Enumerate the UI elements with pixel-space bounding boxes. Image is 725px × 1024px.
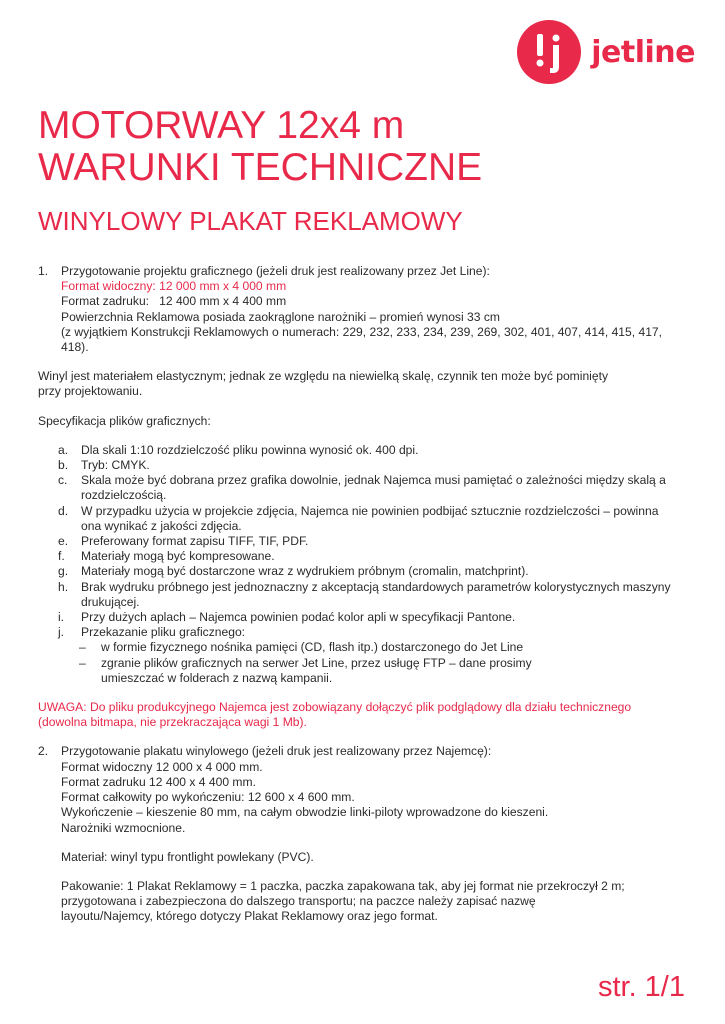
spec-subtext-2: zgranie plików graficznych na serwer Jet Line, przez usługę FTP – dane prosimy umieszczać w folderach z nazwą kampanii. [101,655,532,685]
jetline-logo [517,20,695,84]
spec-text-a: Dla skali 1:10 rozdzielczość pliku powinna wynosić ok. 400 dpi. [81,442,419,457]
spec-subitem-2: – zgranie plików graficznych na serwer Jet Line, przez usługę FTP – dane prosimy umieszczać w folderach z nazwą kampanii. [38,656,678,686]
spec-text-i: Przy dużych aplach – Najemca powinien podać kolor apli w specyfikacji Pantone. [81,610,516,625]
packing-note: Pakowanie: 1 Plakat Reklamowy = 1 paczka, paczka zapakowana tak, aby jej format nie przekroczył 2 m; przygotowana i zabezpieczona do dalszego transportu; na paczce należy zapisać nazwę layoutu/Najemcy, którego dotyczy Plakat Reklamowy oraz jego format. [61,878,625,924]
corners-note: Powierzchnia Reklamowa posiada zaokrąglone narożniki – promień wynosi 33 cm [61,309,500,324]
jetline-logo-icon [517,20,581,84]
title-line-2: WARUNKI TECHNICZNE [38,146,483,189]
spec-item-d: d. W przypadku użycia w projekcie zdjęcia, Najemca nie powinien podbijać sztucznie rozdzielczości – powinna ona wynikać z jakości zdjęcia. [38,504,678,534]
print-format: Format zadruku: 12 400 mm x 4 400 mm [61,294,287,309]
spec-item-i: i. Przy dużych aplach – Najemca powinien podać kolor apli w specyfikacji Pantone. [58,610,516,625]
spec-text-c: Skala może być dobrana przez grafika dowolnie, jednak Najemca musi pamiętać o zależności między skalą a rozdzielczością. [81,473,666,503]
spec-text-f: Materiały mogą być kompresowane. [81,549,275,564]
spec-item-g: g. Materiały mogą być dostarczone wraz z wydrukiem próbnym (cromalin, matchprint). [58,564,529,579]
exceptions-note: (z wyjątkiem Konstrukcji Reklamowych o numerach: 229, 232, 233, 234, 239, 269, 302, 401, 407, 414, 415, 417, 418). [61,324,663,355]
spec-text-d: W przypadku użycia w projekcie zdjęcia, Najemca nie powinien podbijać sztucznie rozdzielczości – powinna ona wynikać z jakości zdjęcia. [81,503,659,533]
spec-subtext-1: w formie fizycznego nośnika pamięci (CD, flash itp.) dostarczonego do Jet Line [101,640,524,655]
spec-title: Specyfikacja plików graficznych: [38,413,211,428]
corners-reinforced: Narożniki wzmocnione. [61,820,186,835]
section-1 [38,264,678,355]
finishing-note: Wykończenie – kieszenie 80 mm, na całym obwodzie linki-piloty wprowadzone do kieszeni. [61,805,549,820]
spec-text-h: Brak wydruku próbnego jest jednoznaczny z akceptacją standardowych parametrów kolorystycznych maszyny drukującej. [81,579,671,609]
spec-text-j: Przekazanie pliku graficznego: [81,625,246,640]
spec-item-f: f. Materiały mogą być kompresowane. [58,549,275,564]
spec-text-b: Tryb: CMYK. [81,458,150,473]
section-2 [38,744,678,924]
spec-text-g: Materiały mogą być dostarczone wraz z wydrukiem próbnym (cromalin, matchprint). [81,564,529,579]
section-2-heading: Przygotowanie plakatu winylowego (jeżeli druk jest realizowany przez Najemcę): [61,744,492,759]
spec-item-a: a. Dla skali 1:10 rozdzielczość pliku powinna wynosić ok. 400 dpi. [58,442,419,457]
warning-note: UWAGA: Do pliku produkcyjnego Najemca jest zobowiązany dołączyć plik podglądowy dla działu technicznego (dowolna bitmapa, nie przekraczająca wagi 1 Mb). [38,700,632,730]
total-format: Format całkowity po wykończeniu: 12 600 x 4 600 mm. [61,790,355,805]
spec-subitem-1: – w formie fizycznego nośnika pamięci (CD, flash itp.) dostarczonego do Jet Line [79,640,524,655]
section-1-heading: Przygotowanie projektu graficznego (jeżeli druk jest realizowany przez Jet Line): [61,264,490,278]
page-number: str. 1/1 [597,971,685,1003]
material-note: Materiał: winyl typu frontlight powlekany (PVC). [61,849,314,864]
spec-text-e: Preferowany format zapisu TIFF, TIF, PDF. [81,534,309,549]
document-body [38,264,678,925]
spec-item-b: b. Tryb: CMYK. [58,458,150,473]
spec-item-j: j. Przekazanie pliku graficznego: [58,625,246,640]
brand-name: jetline [591,34,695,70]
spec-item-e: e. Preferowany format zapisu TIFF, TIF, PDF. [58,534,309,549]
title-line-1: MOTORWAY 12x4 m [38,104,405,147]
section-2-body [61,744,626,924]
print-format-2: Format zadruku 12 400 x 4 400 mm. [61,774,256,789]
page-title [38,105,482,189]
section-1-body [61,264,678,355]
visible-format-2: Format widoczny 12 000 x 4 000 mm. [61,759,263,774]
visible-format: Format widoczny: 12 000 mm x 4 000 mm [61,279,287,294]
section-1-number: 1. [38,264,49,278]
section-2-number: 2. [38,744,49,759]
page-subtitle: WINYLOWY PLAKAT REKLAMOWY [38,206,463,236]
spec-item-h: h. Brak wydruku próbnego jest jednoznaczny z akceptacją standardowych parametrów kolorystycznych maszyny drukującej. [38,580,678,610]
spec-item-c: c. Skala może być dobrana przez grafika dowolnie, jednak Najemca musi pamiętać o zależności między skalą a rozdzielczością. [38,473,678,503]
logo-glyph-icon [517,20,581,84]
vinyl-paragraph: Winyl jest materiałem elastycznym; jednak ze względu na niewielką skalę, czynnik ten może być pominięty przy projektowaniu. [38,369,608,399]
